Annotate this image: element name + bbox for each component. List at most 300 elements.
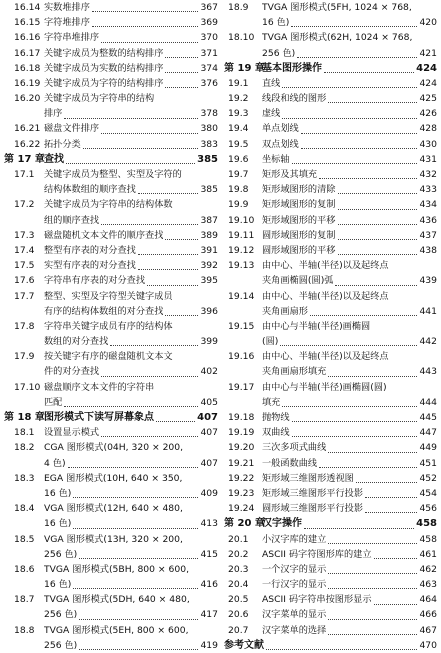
- toc-entry-page: 441: [419, 305, 437, 317]
- toc-entry-page: 399: [200, 336, 218, 348]
- toc-chapter-heading: [224, 516, 437, 531]
- toc-entry-number: 19.9: [228, 199, 249, 211]
- toc-entry-title: 线段和线的图形: [262, 93, 327, 105]
- dot-leader: [301, 133, 417, 134]
- toc-entry-title: TVGA 图形模式(5DH, 640 × 480,: [44, 594, 190, 606]
- dot-leader: [365, 512, 417, 513]
- toc-entry-title: 三次多项式曲线: [262, 442, 327, 454]
- toc-entry: [224, 213, 437, 228]
- toc-entry-page: 405: [200, 396, 218, 408]
- toc-entry-page: 467: [419, 624, 437, 636]
- toc-entry-number: 18.10: [228, 32, 255, 44]
- toc-entry-page: 437: [419, 229, 437, 241]
- toc-entry-page: 416: [200, 579, 218, 591]
- toc-entry-page: 367: [200, 1, 218, 13]
- dot-leader: [73, 588, 198, 589]
- toc-entry-title: EGA 图形模式(10H, 640 × 350,: [44, 472, 183, 484]
- toc-entry-number: 17.6: [14, 275, 35, 287]
- toc-entry: [4, 228, 218, 243]
- toc-entry-title: 4 色): [44, 457, 66, 469]
- toc-entry-title: 实数堆排序: [44, 1, 90, 13]
- toc-entry-title: 256 色): [44, 609, 78, 621]
- toc-entry: [4, 638, 218, 653]
- toc-entry: [4, 440, 218, 455]
- toc-entry: [4, 46, 218, 61]
- toc-entry: [4, 425, 218, 440]
- dot-leader: [282, 406, 417, 407]
- toc-entry-title: 字符串有序表的对分查找: [44, 275, 146, 287]
- toc-entry-number: 19.5: [228, 138, 249, 150]
- toc-entry-number: 20.1: [228, 533, 249, 545]
- toc-right-column: [224, 0, 437, 653]
- toc-entry-number: 19.10: [228, 214, 255, 226]
- toc-entry-page: 447: [419, 427, 437, 439]
- toc-entry: [4, 349, 218, 364]
- dot-leader: [280, 345, 417, 346]
- toc-entry: [224, 410, 437, 425]
- toc-entry-number: 20.5: [228, 594, 249, 606]
- toc-entry-page: 430: [419, 138, 437, 150]
- dot-leader: [79, 649, 198, 650]
- toc-entry-number: 19.6: [228, 153, 249, 165]
- dot-leader: [319, 178, 417, 179]
- toc-entry-page: 438: [419, 244, 437, 256]
- toc-entry-title: 一般函数曲线: [262, 457, 318, 469]
- dot-leader: [292, 163, 417, 164]
- toc-entry: [224, 471, 437, 486]
- dot-leader: [147, 285, 198, 286]
- dot-leader: [101, 42, 198, 43]
- dot-leader: [297, 57, 417, 58]
- toc-entry-title: 基本图形操作: [262, 62, 322, 74]
- toc-entry-page: 433: [419, 184, 437, 196]
- toc-entry-title: 一行汉字的显示: [262, 579, 327, 591]
- toc-entry-title: 关键字成员为字符的结构排序: [44, 77, 164, 89]
- toc-entry-number: 18.3: [14, 472, 35, 484]
- dot-leader: [356, 482, 417, 483]
- toc-entry-page: 392: [200, 260, 218, 272]
- dot-leader: [138, 269, 198, 270]
- dot-leader: [68, 467, 198, 468]
- toc-entry-number: 16.17: [14, 47, 41, 59]
- toc-entry: [224, 258, 437, 273]
- toc-entry: [4, 61, 218, 76]
- toc-entry-title: 矩形域三维图形透视图: [262, 472, 354, 484]
- toc-entry-title: 坐标轴: [262, 153, 290, 165]
- toc-entry-number: 19.2: [228, 93, 249, 105]
- toc-entry-page: 452: [419, 472, 437, 484]
- toc-entry-title: TVGA 图形模式(5EH, 800 × 600,: [44, 624, 189, 636]
- toc-entry: [224, 76, 437, 91]
- toc-entry-number: 19.3: [228, 108, 249, 120]
- toc-entry-page: 434: [419, 199, 437, 211]
- toc-entry: [4, 532, 218, 547]
- toc-entry-title: VGA 图形模式(12H, 640 × 480,: [44, 503, 183, 515]
- toc-entry-number: 20.6: [228, 609, 249, 621]
- toc-entry-number: 19.18: [228, 412, 255, 424]
- toc-entry: [224, 334, 437, 349]
- toc-entry-page: 454: [419, 487, 437, 499]
- toc-entry-number: 19.16: [228, 351, 255, 363]
- dot-leader: [328, 376, 417, 377]
- dot-leader: [282, 118, 417, 119]
- toc-entry-title: CGA 图形模式(04H, 320 × 200,: [44, 442, 184, 454]
- dot-leader: [328, 543, 417, 544]
- toc-entry-number: 19.20: [228, 442, 255, 454]
- toc-entry: [4, 486, 218, 501]
- toc-entry-number: 18.8: [14, 624, 35, 636]
- toc-entry: [4, 289, 218, 304]
- dot-leader: [304, 528, 414, 529]
- toc-entry-title: 由中心、半轴(半径)以及起终点: [262, 290, 389, 302]
- toc-entry-number: 第 18 章: [4, 412, 45, 424]
- toc-entry: [224, 228, 437, 243]
- toc-entry: [224, 638, 437, 653]
- toc-entry-page: 369: [200, 17, 218, 29]
- toc-entry-title: 磁盘文件排序: [44, 123, 100, 135]
- toc-entry-page: 407: [200, 457, 218, 469]
- dot-leader: [365, 497, 417, 498]
- dot-leader: [165, 87, 198, 88]
- dot-leader: [292, 421, 417, 422]
- dot-leader: [64, 406, 198, 407]
- toc-entry: [4, 547, 218, 562]
- toc-entry-title: 16 色): [44, 579, 72, 591]
- toc-entry-number: 18.2: [14, 442, 35, 454]
- toc-entry: [224, 91, 437, 106]
- toc-entry: [224, 608, 437, 623]
- toc-entry-title: 关键字成员为字符串的结构: [44, 93, 155, 105]
- toc-entry-number: 17.2: [14, 199, 35, 211]
- toc-entry-page: 395: [200, 275, 218, 287]
- toc-entry-number: 19.19: [228, 427, 255, 439]
- toc-entry: [4, 380, 218, 395]
- dot-leader: [79, 619, 198, 620]
- dot-leader: [165, 239, 198, 240]
- dot-leader: [101, 133, 198, 134]
- dot-leader: [319, 467, 417, 468]
- toc-entry-title: TVGA 图形模式(5FH, 1024 × 768,: [262, 1, 412, 13]
- toc-entry-page: 458: [416, 518, 437, 530]
- toc-entry-number: 16.22: [14, 138, 41, 150]
- toc-left-column: [4, 0, 218, 653]
- toc-entry-title: 字符堆排序: [44, 17, 90, 29]
- toc-entry-title: 夹角画椭圆(圆)弧: [262, 275, 334, 287]
- toc-entry-title: 按关键字有序的磁盘随机文本文: [44, 351, 173, 363]
- dot-leader: [165, 57, 198, 58]
- toc-entry: [4, 562, 218, 577]
- toc-entry-title: 圆形域三维图形平行投影: [262, 503, 364, 515]
- toc-chapter-heading: [4, 152, 218, 167]
- dot-leader: [328, 452, 417, 453]
- toc-entry-title: 夹角画扇形填充: [262, 366, 327, 378]
- toc-entry: [4, 76, 218, 91]
- toc-entry: [224, 182, 437, 197]
- toc-entry-title: 由中心、半轴(半径)以及起终点: [262, 351, 389, 363]
- dot-leader: [292, 436, 417, 437]
- toc-entry-number: 17.1: [14, 169, 35, 181]
- toc-entry-number: 19.1: [228, 77, 249, 89]
- toc-entry: [224, 15, 437, 30]
- toc-entry-page: 445: [419, 412, 437, 424]
- toc-entry-page: 424: [419, 77, 437, 89]
- toc-entry-title: 关键字成员为实数的结构排序: [44, 62, 164, 74]
- toc-entry-title: (圆): [262, 336, 279, 348]
- toc-entry-title: 件的对分查找: [44, 366, 100, 378]
- toc-entry-page: 425: [419, 93, 437, 105]
- toc-entry: [4, 395, 218, 410]
- toc-entry: [224, 395, 437, 410]
- toc-entry-page: 378: [200, 108, 218, 120]
- toc-entry: [4, 592, 218, 607]
- toc-entry-number: 16.15: [14, 17, 41, 29]
- toc-entry-number: 17.4: [14, 244, 35, 256]
- toc-entry-number: 16.19: [14, 77, 41, 89]
- toc-entry: [224, 30, 437, 45]
- toc-entry-title: 数组的对分查找: [44, 336, 109, 348]
- toc-entry-page: 424: [416, 62, 437, 74]
- toc-entry-page: 426: [419, 108, 437, 120]
- dot-leader: [101, 376, 198, 377]
- toc-entry-title: 夹角画扇形: [262, 305, 308, 317]
- toc-entry-page: 461: [419, 548, 437, 560]
- dot-leader: [374, 604, 417, 605]
- toc-entry-number: 19.4: [228, 123, 249, 135]
- toc-entry-title: 参考文献: [224, 639, 264, 651]
- toc-entry: [224, 380, 437, 395]
- toc-entry-title: ASCII 码字符图形库的建立: [262, 548, 372, 560]
- toc-entry-number: 18.4: [14, 503, 35, 515]
- toc-entry: [224, 425, 437, 440]
- toc-entry-number: 第 19 章: [224, 62, 265, 74]
- toc-entry: [4, 213, 218, 228]
- toc-entry: [224, 440, 437, 455]
- dot-leader: [338, 209, 418, 210]
- toc-entry: [4, 501, 218, 516]
- dot-leader: [282, 87, 417, 88]
- toc-entry-title: 16 色): [262, 17, 290, 29]
- toc-entry: [224, 122, 437, 137]
- toc-entry-title: 一个汉字的显示: [262, 563, 327, 575]
- toc-entry-page: 402: [200, 366, 218, 378]
- toc-entry-number: 第 20 章: [224, 518, 265, 530]
- toc-entry-page: 370: [200, 32, 218, 44]
- toc-entry: [224, 46, 437, 61]
- dot-leader: [266, 649, 417, 650]
- toc-entry: [4, 304, 218, 319]
- toc-entry-title: 16 色): [44, 518, 72, 530]
- toc-entry-page: 374: [200, 62, 218, 74]
- toc-entry-number: 19.14: [228, 290, 255, 302]
- toc-entry: [4, 577, 218, 592]
- toc-entry-page: 462: [419, 563, 437, 575]
- dot-leader: [165, 315, 198, 316]
- toc-entry-number: 18.5: [14, 533, 35, 545]
- toc-entry-number: 17.8: [14, 320, 35, 332]
- toc-entry-page: 443: [419, 366, 437, 378]
- toc-entry-title: 抛物线: [262, 412, 290, 424]
- toc-entry: [4, 182, 218, 197]
- toc-chapter-heading: [4, 410, 218, 425]
- toc-entry-title: 整型有序表的对分查找: [44, 244, 136, 256]
- toc-entry: [4, 30, 218, 45]
- toc-entry-number: 16.20: [14, 93, 41, 105]
- toc-entry-page: 413: [200, 518, 218, 530]
- toc-entry-title: 设置显示模式: [44, 427, 100, 439]
- dot-leader: [328, 619, 417, 620]
- toc-entry: [224, 562, 437, 577]
- toc-entry-page: 439: [419, 275, 437, 287]
- toc-entry: [224, 289, 437, 304]
- toc-entry-number: 17.7: [14, 290, 35, 302]
- toc-entry-title: 圆形域图形的平移: [262, 244, 336, 256]
- toc-entry: [4, 319, 218, 334]
- toc-entry-number: 16.16: [14, 32, 41, 44]
- toc-entry-page: 371: [200, 47, 218, 59]
- toc-entry-title: 256 色): [44, 548, 78, 560]
- toc-entry-title: 双曲线: [262, 427, 290, 439]
- toc-entry: [224, 0, 437, 15]
- toc-entry: [4, 106, 218, 121]
- toc-entry-page: 449: [419, 442, 437, 454]
- toc-entry-title: 矩形域图形的清除: [262, 184, 336, 196]
- toc-entry-title: 组的顺序查找: [44, 214, 100, 226]
- toc-entry-page: 463: [419, 579, 437, 591]
- toc-entry-title: 矩形域图形的复制: [262, 199, 336, 211]
- toc-entry-page: 391: [200, 244, 218, 256]
- toc-entry-number: 20.2: [228, 548, 249, 560]
- dot-leader: [328, 573, 417, 574]
- toc-entry: [4, 334, 218, 349]
- toc-entry-title: 由中心与半轴(半径)画椭圆: [262, 320, 371, 332]
- toc-entry-number: 19.23: [228, 487, 255, 499]
- toc-entry: [4, 365, 218, 380]
- toc-entry-number: 19.13: [228, 260, 255, 272]
- toc-entry-number: 17.5: [14, 260, 35, 272]
- toc-entry-page: 428: [419, 123, 437, 135]
- toc-entry-title: ASCII 码字符串按图形显示: [262, 594, 372, 606]
- toc-entry-page: 385: [200, 184, 218, 196]
- toc-entry-title: 实型有序表的对分查找: [44, 260, 136, 272]
- toc-entry-title: 磁盘随机文本文件的顺序查找: [44, 229, 164, 241]
- toc-entry-title: 关键字成员为字符串的结构体数: [44, 199, 173, 211]
- toc-entry-title: 关键字成员为整数的结构排序: [44, 47, 164, 59]
- toc-entry: [224, 167, 437, 182]
- dot-leader: [73, 528, 198, 529]
- toc-entry-title: 矩形域图形的平移: [262, 214, 336, 226]
- toc-entry-page: 383: [200, 138, 218, 150]
- toc-entry-number: 16.21: [14, 123, 41, 135]
- toc-entry: [224, 365, 437, 380]
- dot-leader: [301, 148, 417, 149]
- toc-entry-page: 387: [200, 214, 218, 226]
- dot-leader: [328, 102, 417, 103]
- dot-leader: [92, 11, 198, 12]
- toc-entry-number: 第 17 章: [4, 153, 45, 165]
- dot-leader: [328, 634, 417, 635]
- toc-entry-title: 图形模式下读写屏幕象点: [44, 412, 154, 424]
- toc-entry: [4, 273, 218, 288]
- toc-entry-title: 结构体数组的顺序查找: [44, 184, 136, 196]
- toc-entry-title: 由中心与半轴(半径)画椭圆(圆): [262, 381, 387, 393]
- toc-entry-number: 18.9: [228, 1, 249, 13]
- toc-entry: [224, 547, 437, 562]
- toc-entry-page: 417: [200, 609, 218, 621]
- toc-entry-number: 20.7: [228, 624, 249, 636]
- toc-entry-number: 19.8: [228, 184, 249, 196]
- toc-entry-page: 444: [419, 396, 437, 408]
- toc-entry-title: 字符串堆排序: [44, 32, 100, 44]
- toc-entry-page: 442: [419, 336, 437, 348]
- toc-entry-page: 385: [197, 153, 218, 165]
- toc-entry-number: 17.9: [14, 351, 35, 363]
- toc-entry-title: 查找: [44, 153, 64, 165]
- toc-entry-page: 451: [419, 457, 437, 469]
- dot-leader: [165, 72, 198, 73]
- toc-entry-title: TVGA 图形模式(62H, 1024 × 768,: [262, 32, 413, 44]
- toc-entry: [4, 258, 218, 273]
- toc-entry-number: 20.4: [228, 579, 249, 591]
- toc-entry: [224, 456, 437, 471]
- toc-entry-title: 双点划线: [262, 138, 299, 150]
- toc-entry-page: 421: [419, 47, 437, 59]
- toc-entry-page: 376: [200, 77, 218, 89]
- dot-leader: [110, 345, 198, 346]
- toc-entry-title: 直线: [262, 77, 281, 89]
- toc-entry-page: 466: [419, 609, 437, 621]
- toc-entry-number: 17.3: [14, 229, 35, 241]
- dot-leader: [83, 148, 198, 149]
- toc-entry: [224, 106, 437, 121]
- toc-entry-title: 矩形域三维图形平行投影: [262, 487, 364, 499]
- toc-entry: [224, 486, 437, 501]
- toc-entry-page: 470: [419, 639, 437, 651]
- toc-entry-number: 19.22: [228, 472, 255, 484]
- dot-leader: [328, 588, 417, 589]
- toc-entry: [4, 0, 218, 15]
- toc-entry-title: 关键字成员为整型、实型及字符的: [44, 169, 182, 181]
- toc-entry-title: TVGA 图形模式(5BH, 800 × 600,: [44, 563, 189, 575]
- toc-chapter-heading: [224, 61, 437, 76]
- toc-entry: [224, 532, 437, 547]
- dot-leader: [156, 421, 195, 422]
- toc-entry: [224, 304, 437, 319]
- toc-entry: [224, 592, 437, 607]
- toc-entry: [4, 122, 218, 137]
- dot-leader: [101, 436, 198, 437]
- toc-entry: [224, 319, 437, 334]
- toc-entry-title: 由中心、半轴(半径)以及起终点: [262, 260, 389, 272]
- toc-entry-title: 16 色): [44, 487, 72, 499]
- toc-entry-title: 汉字菜单的显示: [262, 609, 327, 621]
- toc-entry: [4, 608, 218, 623]
- toc-entry: [224, 577, 437, 592]
- toc-entry-page: 396: [200, 305, 218, 317]
- toc-entry-title: 汉字菜单的选择: [262, 624, 327, 636]
- toc-entry-page: 389: [200, 229, 218, 241]
- toc-entry-title: 有序的结构体数组的对分查找: [44, 305, 164, 317]
- toc-entry-page: 456: [419, 503, 437, 515]
- toc-entry: [224, 152, 437, 167]
- toc-entry-title: VGA 图形模式(13H, 320 × 200,: [44, 533, 183, 545]
- toc-entry-title: 排序: [44, 108, 63, 120]
- dot-leader: [374, 558, 417, 559]
- toc-entry-title: 单点划线: [262, 123, 299, 135]
- toc-entry-page: 464: [419, 594, 437, 606]
- dot-leader: [92, 26, 198, 27]
- toc-entry: [224, 197, 437, 212]
- toc-entry: [224, 349, 437, 364]
